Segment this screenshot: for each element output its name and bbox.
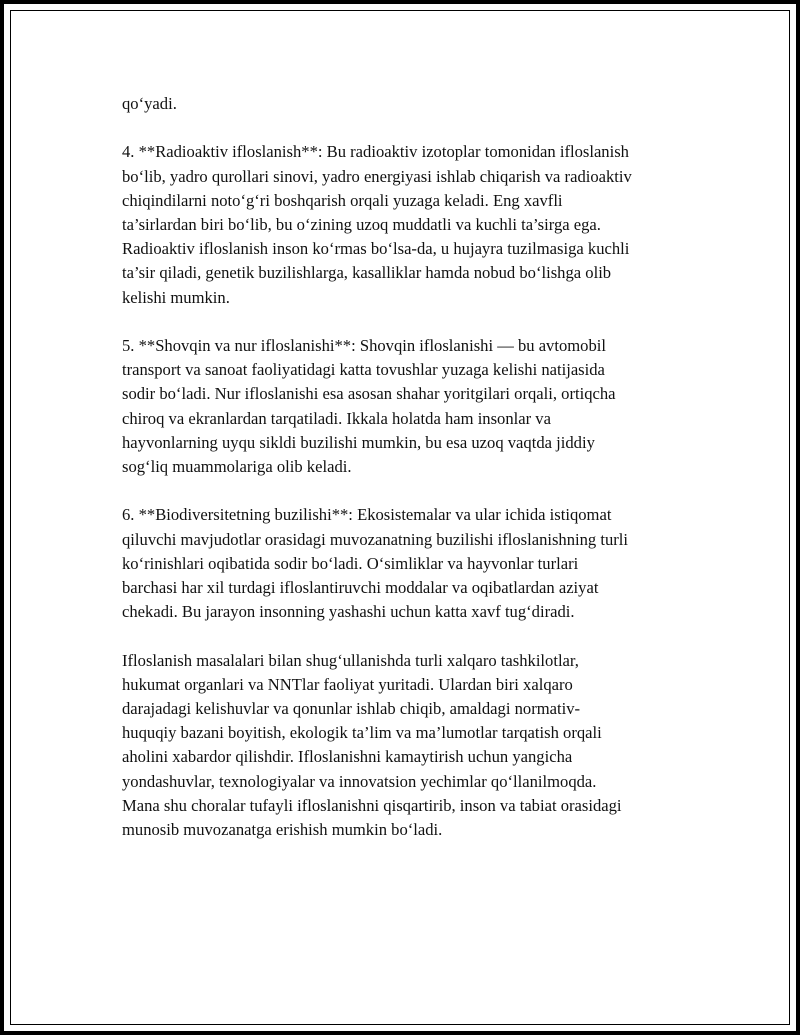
text-line: hukumat organlari va NNTlar faoliyat yuritadi. Ulardan biri xalqaro (122, 674, 573, 694)
text-line: huquqiy bazani boyitish, ekologik ta’lim va ma’lumotlar tarqatish orqali (122, 723, 602, 743)
text-line: Ifloslanish masalalari bilan shug‘ullanishda turli xalqaro tashkilotlar, (122, 650, 579, 670)
text-line: Mana shu choralar tufayli ifloslanishni qisqartirib, inson va tabiat orasidagi (122, 795, 622, 815)
text-line: darajadagi kelishuvlar va qonunlar ishlab chiqib, amaldagi normativ- (122, 699, 581, 719)
text-line: transport va sanoat faoliyatidagi katta tovushlar yuzaga kelishi natijasida (122, 360, 605, 380)
paragraph-conclusion (122, 649, 702, 843)
text-line: sodir bo‘ladi. Nur ifloslanishi esa asosan shahar yoritgilari orqali, ortiqcha (122, 384, 616, 404)
text-line: chiroq va ekranlardan tarqatiladi. Ikkala holatda ham insonlar va (122, 408, 551, 428)
paragraph-biodiversity (122, 503, 702, 624)
text-line: chekadi. Bu jarayon insonning yashashi uchun katta xavf tug‘diradi. (122, 602, 575, 622)
text-line: 4. **Radioaktiv ifloslanish**: Bu radioaktiv izotoplar tomonidan ifloslanish (122, 142, 629, 162)
text-line: qiluvchi mavjudotlar orasidagi muvozanatning buzilishi ifloslanishning turli (122, 529, 629, 549)
text-line: ta’sirlardan biri bo‘lib, bu o‘zining uzoq muddatli va kuchli ta’sirga ega. (122, 215, 601, 234)
paragraph-radioactive-pollution (122, 140, 702, 309)
document-body (122, 92, 702, 866)
text-line: 6. **Biodiversitetning buzilishi**: Ekosistemalar va ular ichida istiqomat (122, 505, 612, 525)
text-line: chiqindilarni noto‘g‘ri boshqarish orqali yuzaga keladi. Eng xavfli (122, 190, 563, 210)
text-line: barchasi har xil turdagi ifloslantiruvchi moddalar va oqibatlardan aziyat (122, 578, 599, 598)
text-line: hayvonlarning uyqu sikldi buzilishi mumkin, bu esa uzoq vaqtda jiddiy (122, 432, 595, 452)
text-line: aholini xabardor qilishdir. Ifloslanishni kamaytirish uchun yangicha (122, 747, 573, 767)
text-line: kelishi mumkin. (122, 287, 230, 307)
text-line: sog‘liq muammolariga olib keladi. (122, 457, 352, 477)
paragraph-noise-light-pollution (122, 334, 702, 479)
text-line: munosib muvozanatga erishish mumkin bo‘ladi. (122, 820, 443, 840)
text-line: qo‘yadi. (122, 94, 177, 113)
text-line: Radioaktiv ifloslanish inson ko‘rmas bo‘lsa-da, u hujayra tuzilmasiga kuchli (122, 239, 630, 259)
text-line: ko‘rinishlari oqibatida sodir bo‘ladi. O‘simliklar va hayvonlar turlari (122, 553, 579, 573)
text-line: yondashuvlar, texnologiyalar va innovatsion yechimlar qo‘llanilmoqda. (122, 771, 597, 791)
text-line: ta’sir qiladi, genetik buzilishlarga, kasalliklar hamda nobud bo‘lishga olib (122, 263, 612, 283)
text-line: bo‘lib, yadro qurollari sinovi, yadro energiyasi ishlab chiqarish va radioaktiv (122, 166, 632, 186)
paragraph-continuation (122, 92, 702, 116)
text-line: 5. **Shovqin va nur ifloslanishi**: Shovqin ifloslanishi — bu avtomobil (122, 336, 606, 355)
